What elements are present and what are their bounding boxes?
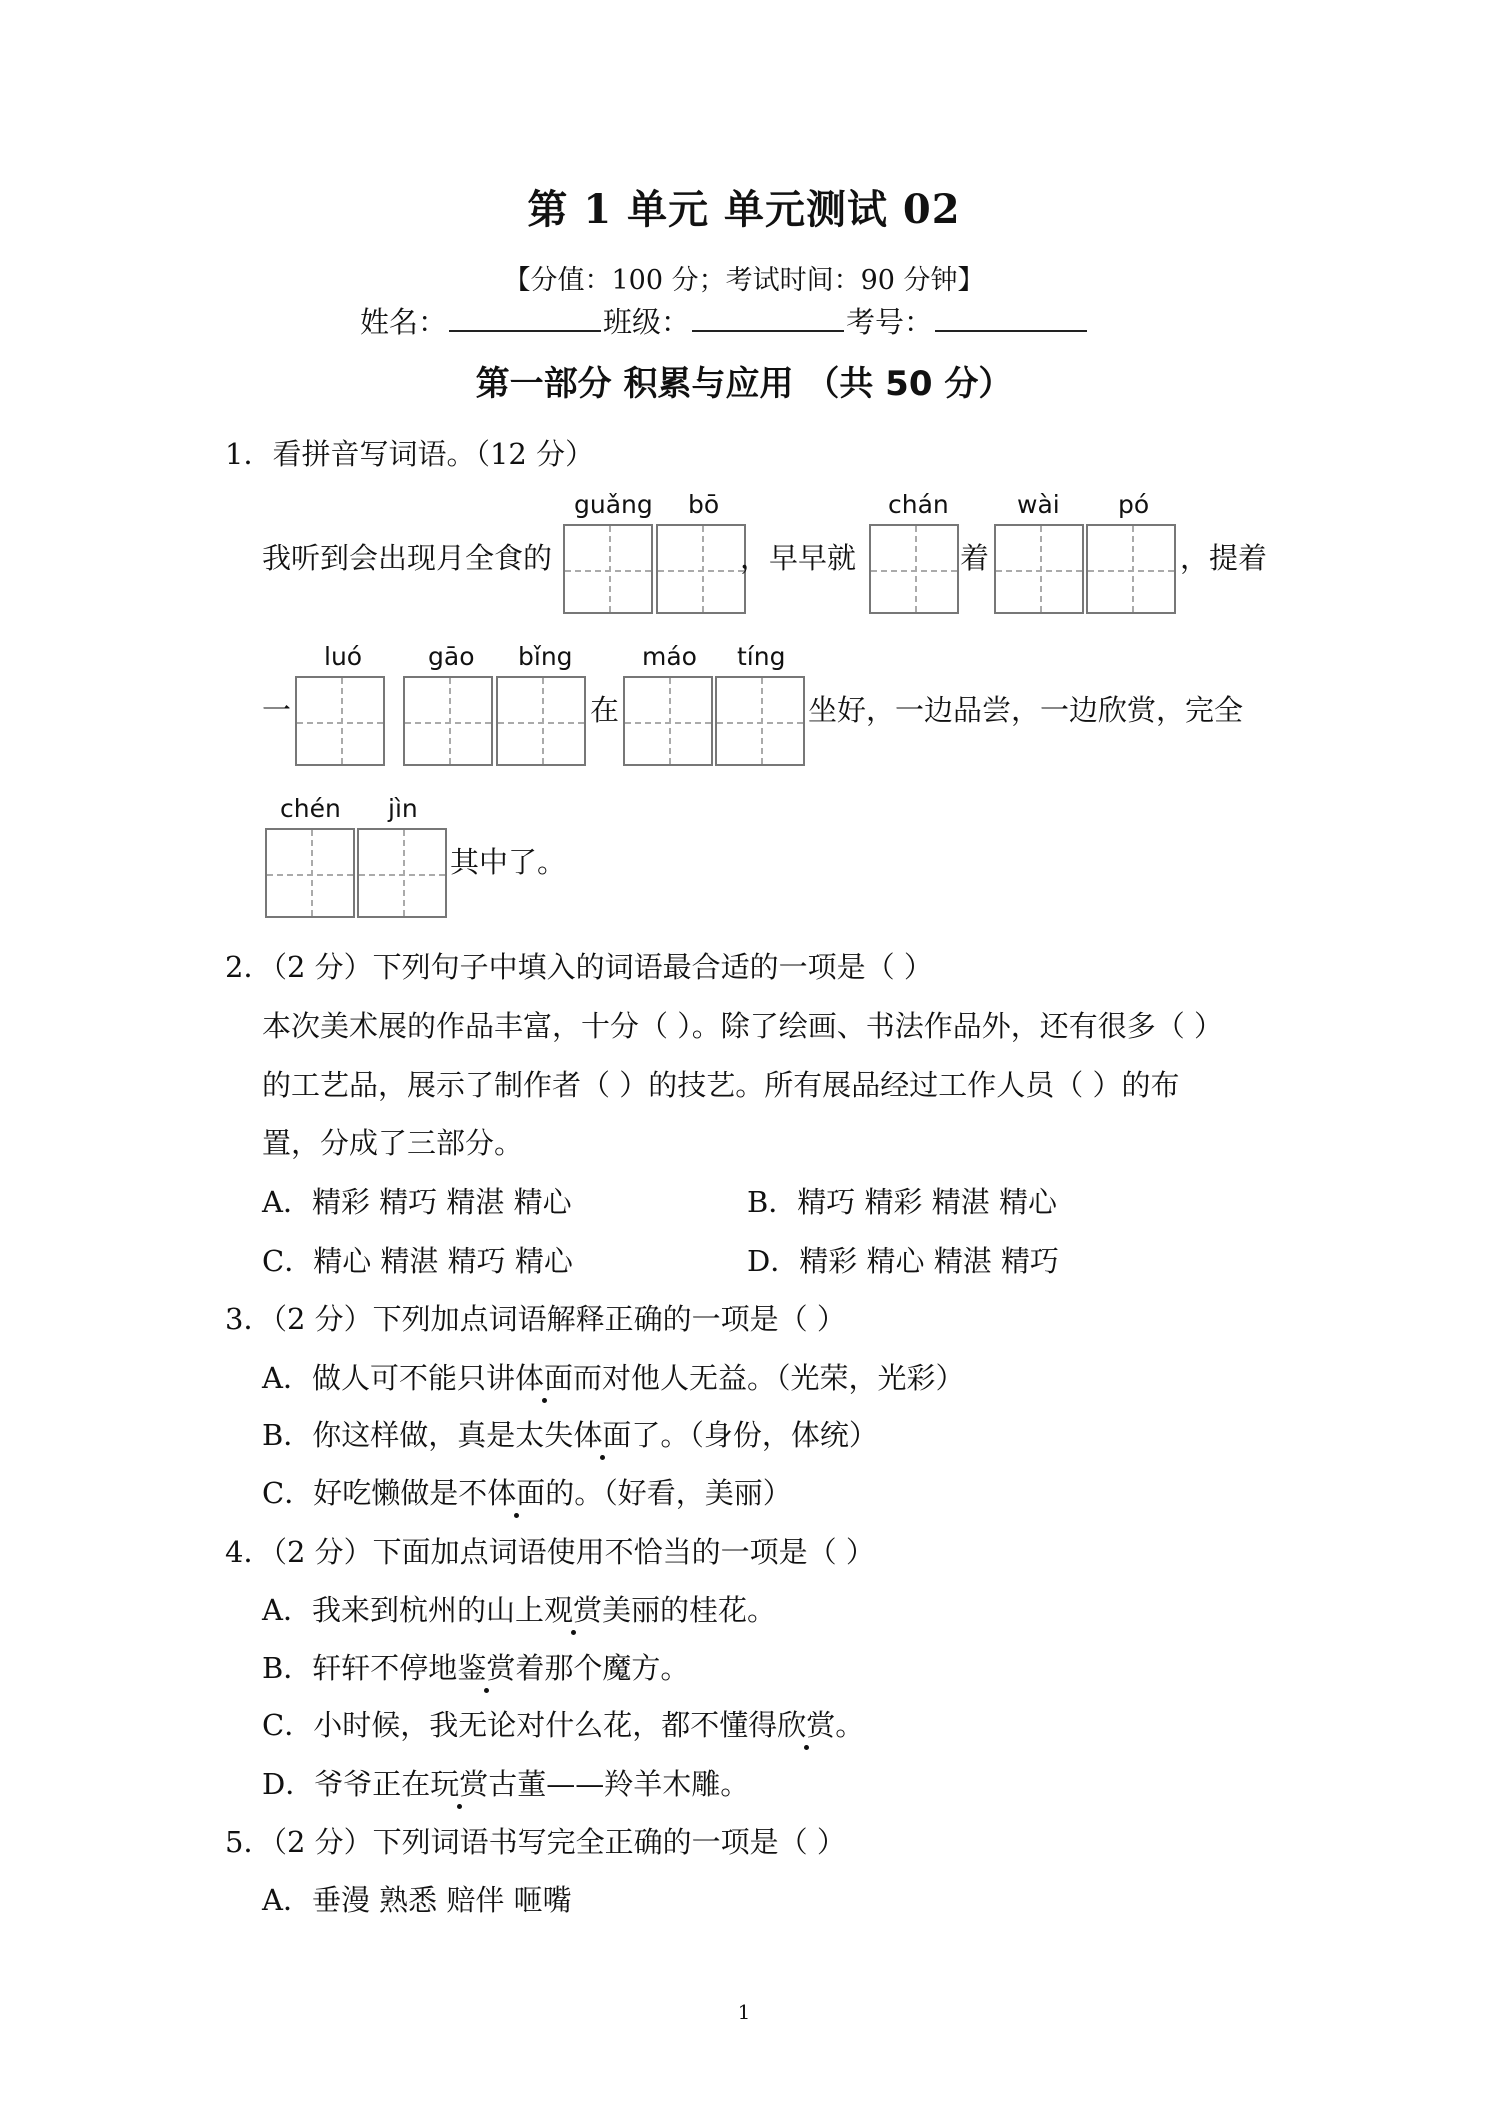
page-number: 1: [737, 2000, 751, 2024]
pinyin-label: wài: [1017, 490, 1060, 519]
q2-option-d[interactable]: D．精彩 精心 精湛 精巧: [747, 1244, 1059, 1278]
q1-stem: 1．看拼音写词语。（12 分）: [225, 437, 595, 471]
dotted-word: 体面: [573, 1413, 631, 1454]
name-blank[interactable]: [449, 304, 601, 332]
q2-option-a[interactable]: A．精彩 精巧 精湛 精心: [262, 1185, 572, 1219]
q4-option-c[interactable]: [262, 1703, 864, 1744]
option-text: 古董——羚羊木雕。: [488, 1767, 750, 1801]
pinyin-label: chén: [280, 794, 341, 823]
page-title: 第 1 单元 单元测试 02: [527, 186, 961, 233]
writing-cell[interactable]: [496, 676, 586, 766]
writing-cell[interactable]: [563, 524, 653, 614]
exam-info: 【分值：100 分；考试时间：90 分钟】: [503, 265, 985, 296]
q2-option-b[interactable]: B．精巧 精彩 精湛 精心: [747, 1185, 1057, 1219]
option-text: 的。（好看，美丽）: [545, 1476, 792, 1510]
pinyin-label: pó: [1118, 490, 1150, 519]
writing-cell[interactable]: [1086, 524, 1176, 614]
option-text: 。: [835, 1708, 865, 1742]
name-label: 姓名：: [360, 305, 448, 339]
option-text: 着那个魔方。: [515, 1651, 690, 1685]
q4-option-a[interactable]: [262, 1588, 776, 1629]
q2-passage: 本次美术展的作品丰富，十分（ ）。除了绘画、书法作品外，还有很多（ ）: [262, 1009, 1223, 1043]
dotted-word: 体面: [515, 1356, 573, 1397]
q4-option-d[interactable]: [262, 1762, 749, 1803]
class-label: 班级：: [603, 305, 691, 339]
writing-cell[interactable]: [715, 676, 805, 766]
pinyin-label: jìn: [388, 794, 418, 823]
dotted-word: 欣赏: [777, 1703, 835, 1744]
pinyin-label: bō: [688, 490, 720, 519]
option-text: 了。（身份，体统）: [631, 1418, 878, 1452]
class-blank[interactable]: [692, 304, 844, 332]
option-text: B．你这样做，真是太失: [262, 1418, 574, 1452]
pinyin-label: guǎng: [574, 490, 653, 519]
section-title: 第一部分 积累与应用 （共 50 分）: [475, 364, 1013, 404]
option-text: A．我来到杭州的山上: [262, 1593, 544, 1627]
writing-cell[interactable]: [357, 828, 447, 918]
writing-cell[interactable]: [994, 524, 1084, 614]
q2-passage: 的工艺品，展示了制作者（ ）的技艺。所有展品经过工作人员（ ）的布: [262, 1068, 1180, 1102]
student-info-line: [360, 300, 1089, 341]
q5-stem: 5．（2 分）下列词语书写完全正确的一项是（ ）: [225, 1825, 846, 1859]
pinyin-label: chán: [888, 490, 949, 519]
pinyin-label: gāo: [428, 642, 475, 671]
dotted-word: 体面: [487, 1471, 545, 1512]
q1-text: 我听到会出现月全食的: [262, 541, 553, 575]
pinyin-label: tíng: [737, 642, 786, 671]
q2-passage: 置，分成了三部分。: [262, 1126, 524, 1160]
writing-cell[interactable]: [623, 676, 713, 766]
option-text: B．轩轩不停地: [262, 1651, 458, 1685]
q5-option-a[interactable]: A．垂漫 熟悉 赔伴 咂嘴: [262, 1883, 572, 1917]
option-text: C．小时候，我无论对什么花，都不懂得: [262, 1708, 778, 1742]
q4-option-b[interactable]: [262, 1646, 689, 1687]
pinyin-label: máo: [642, 642, 697, 671]
exam-no-label: 考号：: [846, 305, 934, 339]
q1-text: 其中了。: [450, 845, 567, 879]
exam-no-blank[interactable]: [935, 304, 1087, 332]
option-text: A．做人可不能只讲: [262, 1361, 515, 1395]
dotted-word: 观赏: [544, 1588, 602, 1629]
option-text: C．好吃懒做是不: [262, 1476, 488, 1510]
option-text: 而对他人无益。（光荣，光彩）: [572, 1361, 965, 1395]
q1-text: ，早早就: [740, 541, 857, 575]
q2-stem: 2．（2 分）下列句子中填入的词语最合适的一项是（ ）: [225, 950, 933, 984]
pinyin-label: bǐng: [518, 642, 573, 671]
q2-option-c[interactable]: C．精心 精湛 精巧 精心: [262, 1244, 573, 1278]
pinyin-label: luó: [324, 642, 363, 671]
q1-text: 在: [590, 693, 620, 727]
dotted-word: 玩赏: [430, 1762, 488, 1803]
writing-cell[interactable]: [295, 676, 385, 766]
q4-stem: 4．（2 分）下面加点词语使用不恰当的一项是（ ）: [225, 1535, 875, 1569]
q3-option-a[interactable]: [262, 1356, 964, 1397]
q3-stem: 3．（2 分）下列加点词语解释正确的一项是（ ）: [225, 1302, 846, 1336]
option-text: 美丽的桂花。: [601, 1593, 776, 1627]
q1-text: 一: [262, 693, 292, 727]
q3-option-b[interactable]: [262, 1413, 878, 1454]
q1-text: 着: [960, 541, 990, 575]
writing-cell[interactable]: [656, 524, 746, 614]
dotted-word: 鉴赏: [457, 1646, 515, 1687]
q3-option-c[interactable]: [262, 1471, 792, 1512]
q1-text: ，提着: [1180, 541, 1268, 575]
option-text: D．爷爷正在: [262, 1767, 431, 1801]
writing-cell[interactable]: [403, 676, 493, 766]
writing-cell[interactable]: [265, 828, 355, 918]
q1-text: 坐好，一边品尝，一边欣赏，完全: [808, 693, 1244, 727]
writing-cell[interactable]: [869, 524, 959, 614]
